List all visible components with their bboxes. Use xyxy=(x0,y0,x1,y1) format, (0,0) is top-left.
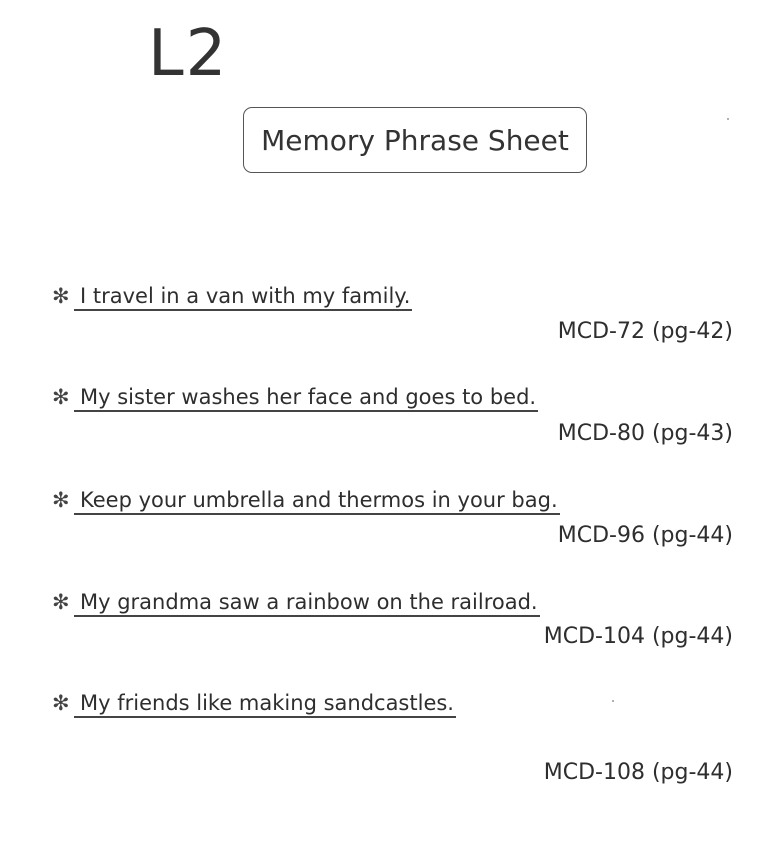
title-box xyxy=(243,107,587,173)
phrase-text: My grandma saw a rainbow on the railroad. xyxy=(74,590,540,617)
scan-speck xyxy=(727,118,729,120)
phrase-code: MCD-108 (pg-44) xyxy=(543,760,733,785)
level-label: L2 xyxy=(148,17,229,91)
phrase-code: MCD-96 (pg-44) xyxy=(557,523,733,548)
phrase-code: MCD-104 (pg-44) xyxy=(543,624,733,649)
phrase-item xyxy=(52,486,560,514)
page-title: Memory Phrase Sheet xyxy=(261,123,569,157)
phrase-item xyxy=(52,689,456,717)
phrase-code: MCD-72 (pg-42) xyxy=(557,319,733,344)
asterisk-icon: ✻ xyxy=(52,691,70,715)
asterisk-icon: ✻ xyxy=(52,385,70,409)
scan-speck xyxy=(612,700,614,702)
phrase-text: My friends like making sandcastles. xyxy=(74,691,456,718)
phrase-text: My sister washes her face and goes to bed. xyxy=(74,385,538,412)
phrase-text: Keep your umbrella and thermos in your bag. xyxy=(74,488,560,515)
asterisk-icon: ✻ xyxy=(52,590,70,614)
phrase-item xyxy=(52,588,540,616)
asterisk-icon: ✻ xyxy=(52,284,70,308)
phrase-text: I travel in a van with my family. xyxy=(74,284,412,311)
phrase-code: MCD-80 (pg-43) xyxy=(557,421,733,446)
phrase-item xyxy=(52,282,412,310)
phrase-item xyxy=(52,383,538,411)
asterisk-icon: ✻ xyxy=(52,488,70,512)
